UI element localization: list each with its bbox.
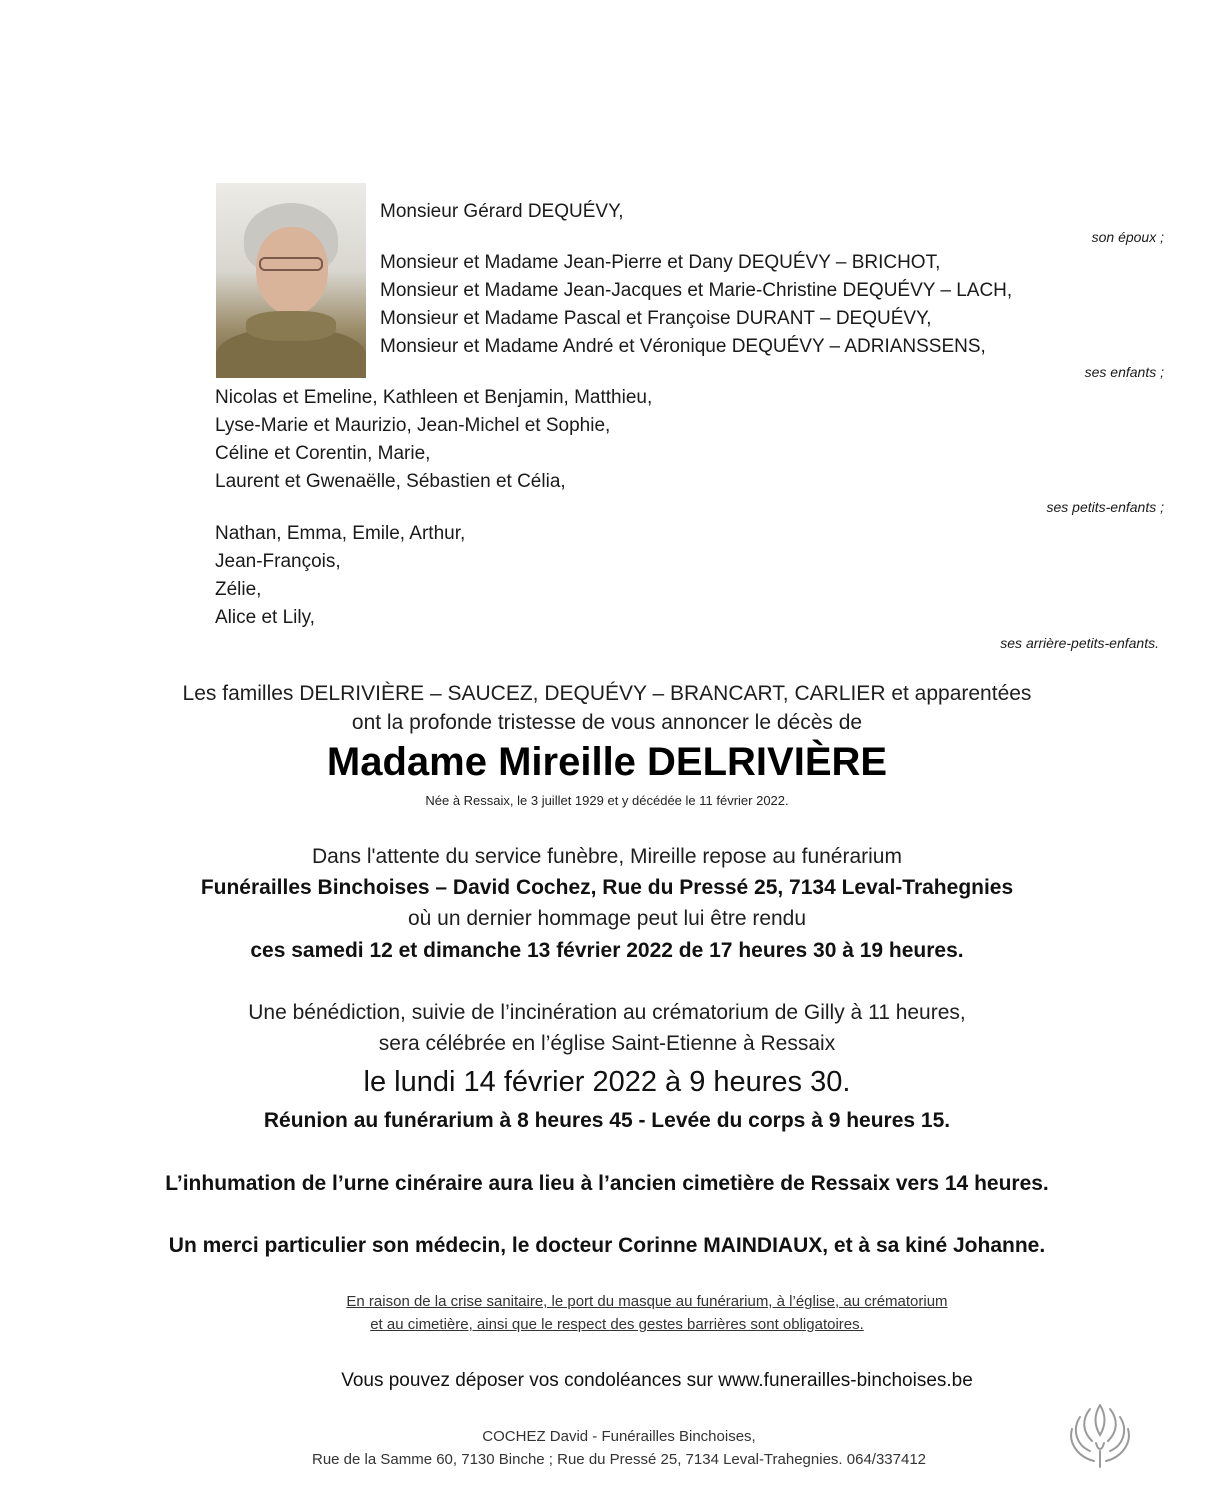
viewing-dates: ces samedi 12 et dimanche 13 février 2022 de 17 heures 30 à 19 heures. — [250, 939, 964, 962]
families-line: Les familles DELRIVIÈRE – SAUCEZ, DEQUÉVY – BRANCART, CARLIER et apparentées — [182, 682, 1032, 705]
child-line: Monsieur et Madame Jean-Jacques et Marie-Christine DEQUÉVY – LACH, — [380, 280, 1013, 301]
great-grandchild-line: Alice et Lily, — [215, 607, 315, 628]
sanitary-notice-1: En raison de la crise sanitaire, le port du masque au funérarium, à l’église, au crématorium — [346, 1293, 948, 1310]
phoenix-logo-icon — [1060, 1395, 1140, 1475]
grandchild-line: Lyse-Marie et Maurizio, Jean-Michel et Sophie, — [215, 415, 611, 436]
footer-name: COCHEZ David - Funérailles Binchoises, — [482, 1428, 756, 1445]
great-grandchild-line: Zélie, — [215, 579, 262, 600]
ceremony-line-1: Une bénédiction, suivie de l’incinération au crématorium de Gilly à 11 heures, — [248, 1001, 966, 1024]
ceremony-line-2: sera célébrée en l’église Saint-Etienne à Ressaix — [378, 1032, 836, 1055]
spouse-line: Monsieur Gérard DEQUÉVY, — [380, 201, 624, 222]
portrait-photo — [216, 183, 366, 378]
children-relation: ses enfants ; — [1084, 364, 1164, 380]
viewing-tribute-line: où un dernier hommage peut lui être rendu — [407, 907, 807, 930]
child-line: Monsieur et Madame André et Véronique DEQUÉVY – ADRIANSSENS, — [380, 336, 986, 357]
great-grandchild-line: Nathan, Emma, Emile, Arthur, — [215, 523, 466, 544]
footer-address: Rue de la Samme 60, 7130 Binche ; Rue du Pressé 25, 7134 Leval-Trahegnies. 064/337412 — [311, 1451, 927, 1468]
grandchildren-relation: ses petits-enfants ; — [1046, 499, 1164, 515]
grandchild-line: Laurent et Gwenaëlle, Sébastien et Célia, — [215, 471, 566, 492]
birth-death-line: Née à Ressaix, le 3 juillet 1929 et y décédée le 11 février 2022. — [425, 793, 789, 808]
grandchild-line: Céline et Corentin, Marie, — [215, 443, 431, 464]
condolences-line: Vous pouvez déposer vos condoléances sur www.funerailles-binchoises.be — [341, 1370, 973, 1391]
spouse-relation: son époux ; — [1091, 229, 1164, 245]
grandchild-line: Nicolas et Emeline, Kathleen et Benjamin, Matthieu, — [215, 387, 653, 408]
funeral-home-address: Funérailles Binchoises – David Cochez, Rue du Pressé 25, 7134 Leval-Trahegnies — [200, 876, 1014, 899]
viewing-intro: Dans l'attente du service funèbre, Mireille repose au funérarium — [312, 845, 902, 868]
inhumation-line: L’inhumation de l’urne cinéraire aura lieu à l’ancien cimetière de Ressaix vers 14 heures. — [165, 1172, 1049, 1195]
great-grandchildren-relation: ses arrière-petits-enfants. — [1000, 635, 1159, 651]
child-line: Monsieur et Madame Jean-Pierre et Dany DEQUÉVY – BRICHOT, — [380, 252, 941, 273]
great-grandchild-line: Jean-François, — [215, 551, 341, 572]
sanitary-notice-2: et au cimetière, ainsi que le respect des gestes barrières sont obligatoires. — [370, 1316, 864, 1333]
child-line: Monsieur et Madame Pascal et Françoise DURANT – DEQUÉVY, — [380, 308, 932, 329]
ceremony-date: le lundi 14 février 2022 à 9 heures 30. — [363, 1066, 851, 1098]
ceremony-meeting: Réunion au funérarium à 8 heures 45 - Levée du corps à 9 heures 15. — [263, 1109, 951, 1132]
announcement-intro: ont la profonde tristesse de vous annoncer le décès de — [351, 711, 863, 734]
deceased-name: Madame Mireille DELRIVIÈRE — [326, 740, 888, 784]
thanks-line: Un merci particulier son médecin, le docteur Corinne MAINDIAUX, et à sa kiné Johanne. — [168, 1234, 1046, 1257]
